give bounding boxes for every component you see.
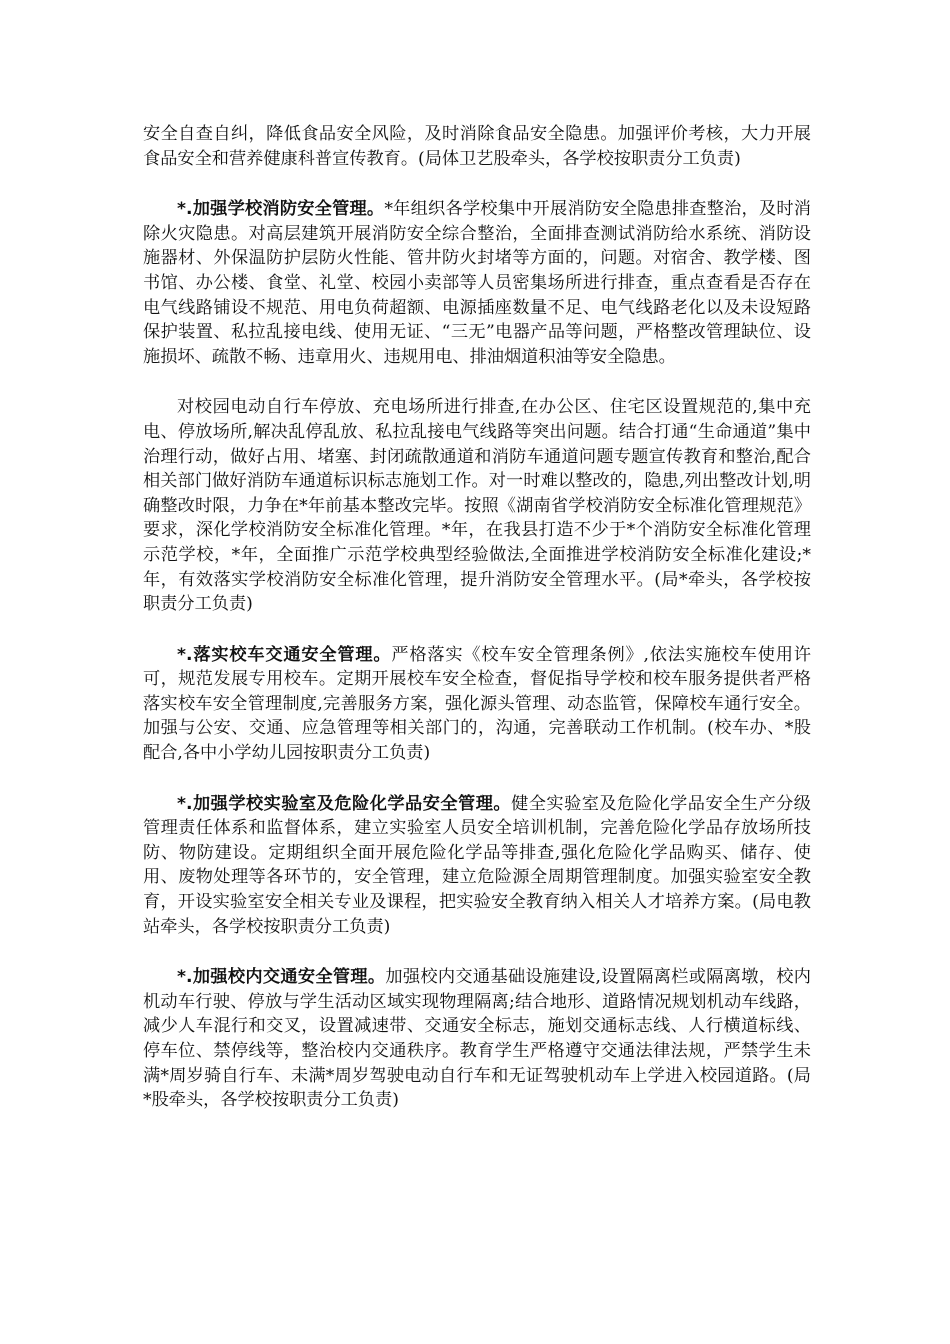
paragraph-food-safety-tail [143, 122, 811, 171]
paragraph-heading: *.落实校车交通安全管理。 [177, 644, 392, 665]
paragraph-heading: *.加强校内交通安全管理。 [177, 967, 386, 988]
paragraph-ebike-charging [143, 395, 811, 616]
paragraph-text: 对校园电动自行车停放、充电场所进行排查,在办公区、住宅区设置规范的,集中充电、停放场所,解决乱停乱放、私拉乱接电气线路等突出问题。结合打通“生命通道”集中治理行动，做好占用、堵塞、封闭疏散通道和消防车通道问题专题宣传教育和整治,配合相关部门做好消防车通道标识标志施划工作。对一时难以整改的，隐患,列出整改计划,明确整改时限，力争在*年前基本整改完毕。按照《湖南省学校消防安全标准化管理规范》要求，深化学校消防安全标准化管理。*年，在我县打造不少于*个消防安全标准化管理示范学校，*年，全面推广示范学校典型经验做法,全面推进学校消防安全标准化建设;*年，有效落实学校消防安全标准化管理，提升消防安全管理水平。(局*牵头，各学校按职责分工负责) [143, 397, 811, 615]
paragraph-heading: *.加强学校实验室及危险化学品安全管理。 [177, 793, 512, 814]
paragraph-school-bus [143, 643, 811, 766]
paragraph-gap [143, 766, 811, 792]
paragraph-campus-traffic [143, 965, 811, 1113]
paragraph-fire-safety [143, 197, 811, 369]
paragraph-gap [143, 171, 811, 197]
paragraph-text: 健全实验室及危险化学品安全生产分级管理责任体系和监督体系，建立实验室人员安全培训机制，完善危险化学品存放场所技防、物防建设。定期组织全面开展危险化学品等排查,强化危险化学品购买、储存、使用、废物处理等各环节的，安全管理，建立危险源全周期管理制度。加强实验室安全教育，开设实验室安全相关专业及课程，把实验安全教育纳入相关人才培养方案。(局电教站牵头，各学校按职责分工负责) [143, 793, 811, 937]
document-body [143, 122, 811, 1113]
paragraph-gap [143, 617, 811, 643]
paragraph-text: 加强校内交通基础设施建设,设置隔离栏或隔离墩，校内机动车行驶、停放与学生活动区域实现物理隔离;结合地形、道路情况规划机动车线路，减少人车混行和交叉，设置减速带、交通安全标志，施划交通标志线、人行横道标线、停车位、禁停线等，整治校内交通秩序。教育学生严格遵守交通法律法规，严禁学生未满*周岁骑自行车、未满*周岁驾驶电动自行车和无证驾驶机动车上学进入校园道路。(局*股牵头，各学校按职责分工负责) [143, 967, 811, 1111]
paragraph-gap [143, 939, 811, 965]
paragraph-text: 严格落实《校车安全管理条例》,依法实施校车使用许可，规范发展专用校车。定期开展校车安全检查，督促指导学校和校车服务提供者严格落实校车安全管理制度,完善服务方案，强化源头管理、动态监管，保障校车通行安全。加强与公安、交通、应急管理等相关部门的，沟通，完善联动工作机制。(校车办、*股配合,各中小学幼儿园按职责分工负责) [143, 644, 811, 764]
paragraph-text: 安全自查自纠，降低食品安全风险，及时消除食品安全隐患。加强评价考核，大力开展食品安全和营养健康科普宣传教育。(局体卫艺股牵头，各学校按职责分工负责) [143, 124, 811, 169]
paragraph-text: *年组织各学校集中开展消防安全隐患排查整治，及时消除火灾隐患。对高层建筑开展消防安全综合整治，全面排查测试消防给水系统、消防设施器材、外保温防护层防火性能、管井防火封堵等方面的，问题。对宿舍、教学楼、图书馆、办公楼、食堂、礼堂、校园小卖部等人员密集场所进行排查，重点查看是否存在电气线路铺设不规范、用电负荷超额、电源插座数量不足、电气线路老化以及未设短路保护装置、私拉乱接电线、使用无证、“三无”电器产品等问题，严格整改管理缺位、设施损坏、疏散不畅、违章用火、违规用电、排油烟道积油等安全隐患。 [143, 199, 811, 367]
paragraph-laboratory [143, 792, 811, 940]
paragraph-heading: *.加强学校消防安全管理。 [177, 199, 385, 220]
paragraph-gap [143, 369, 811, 395]
